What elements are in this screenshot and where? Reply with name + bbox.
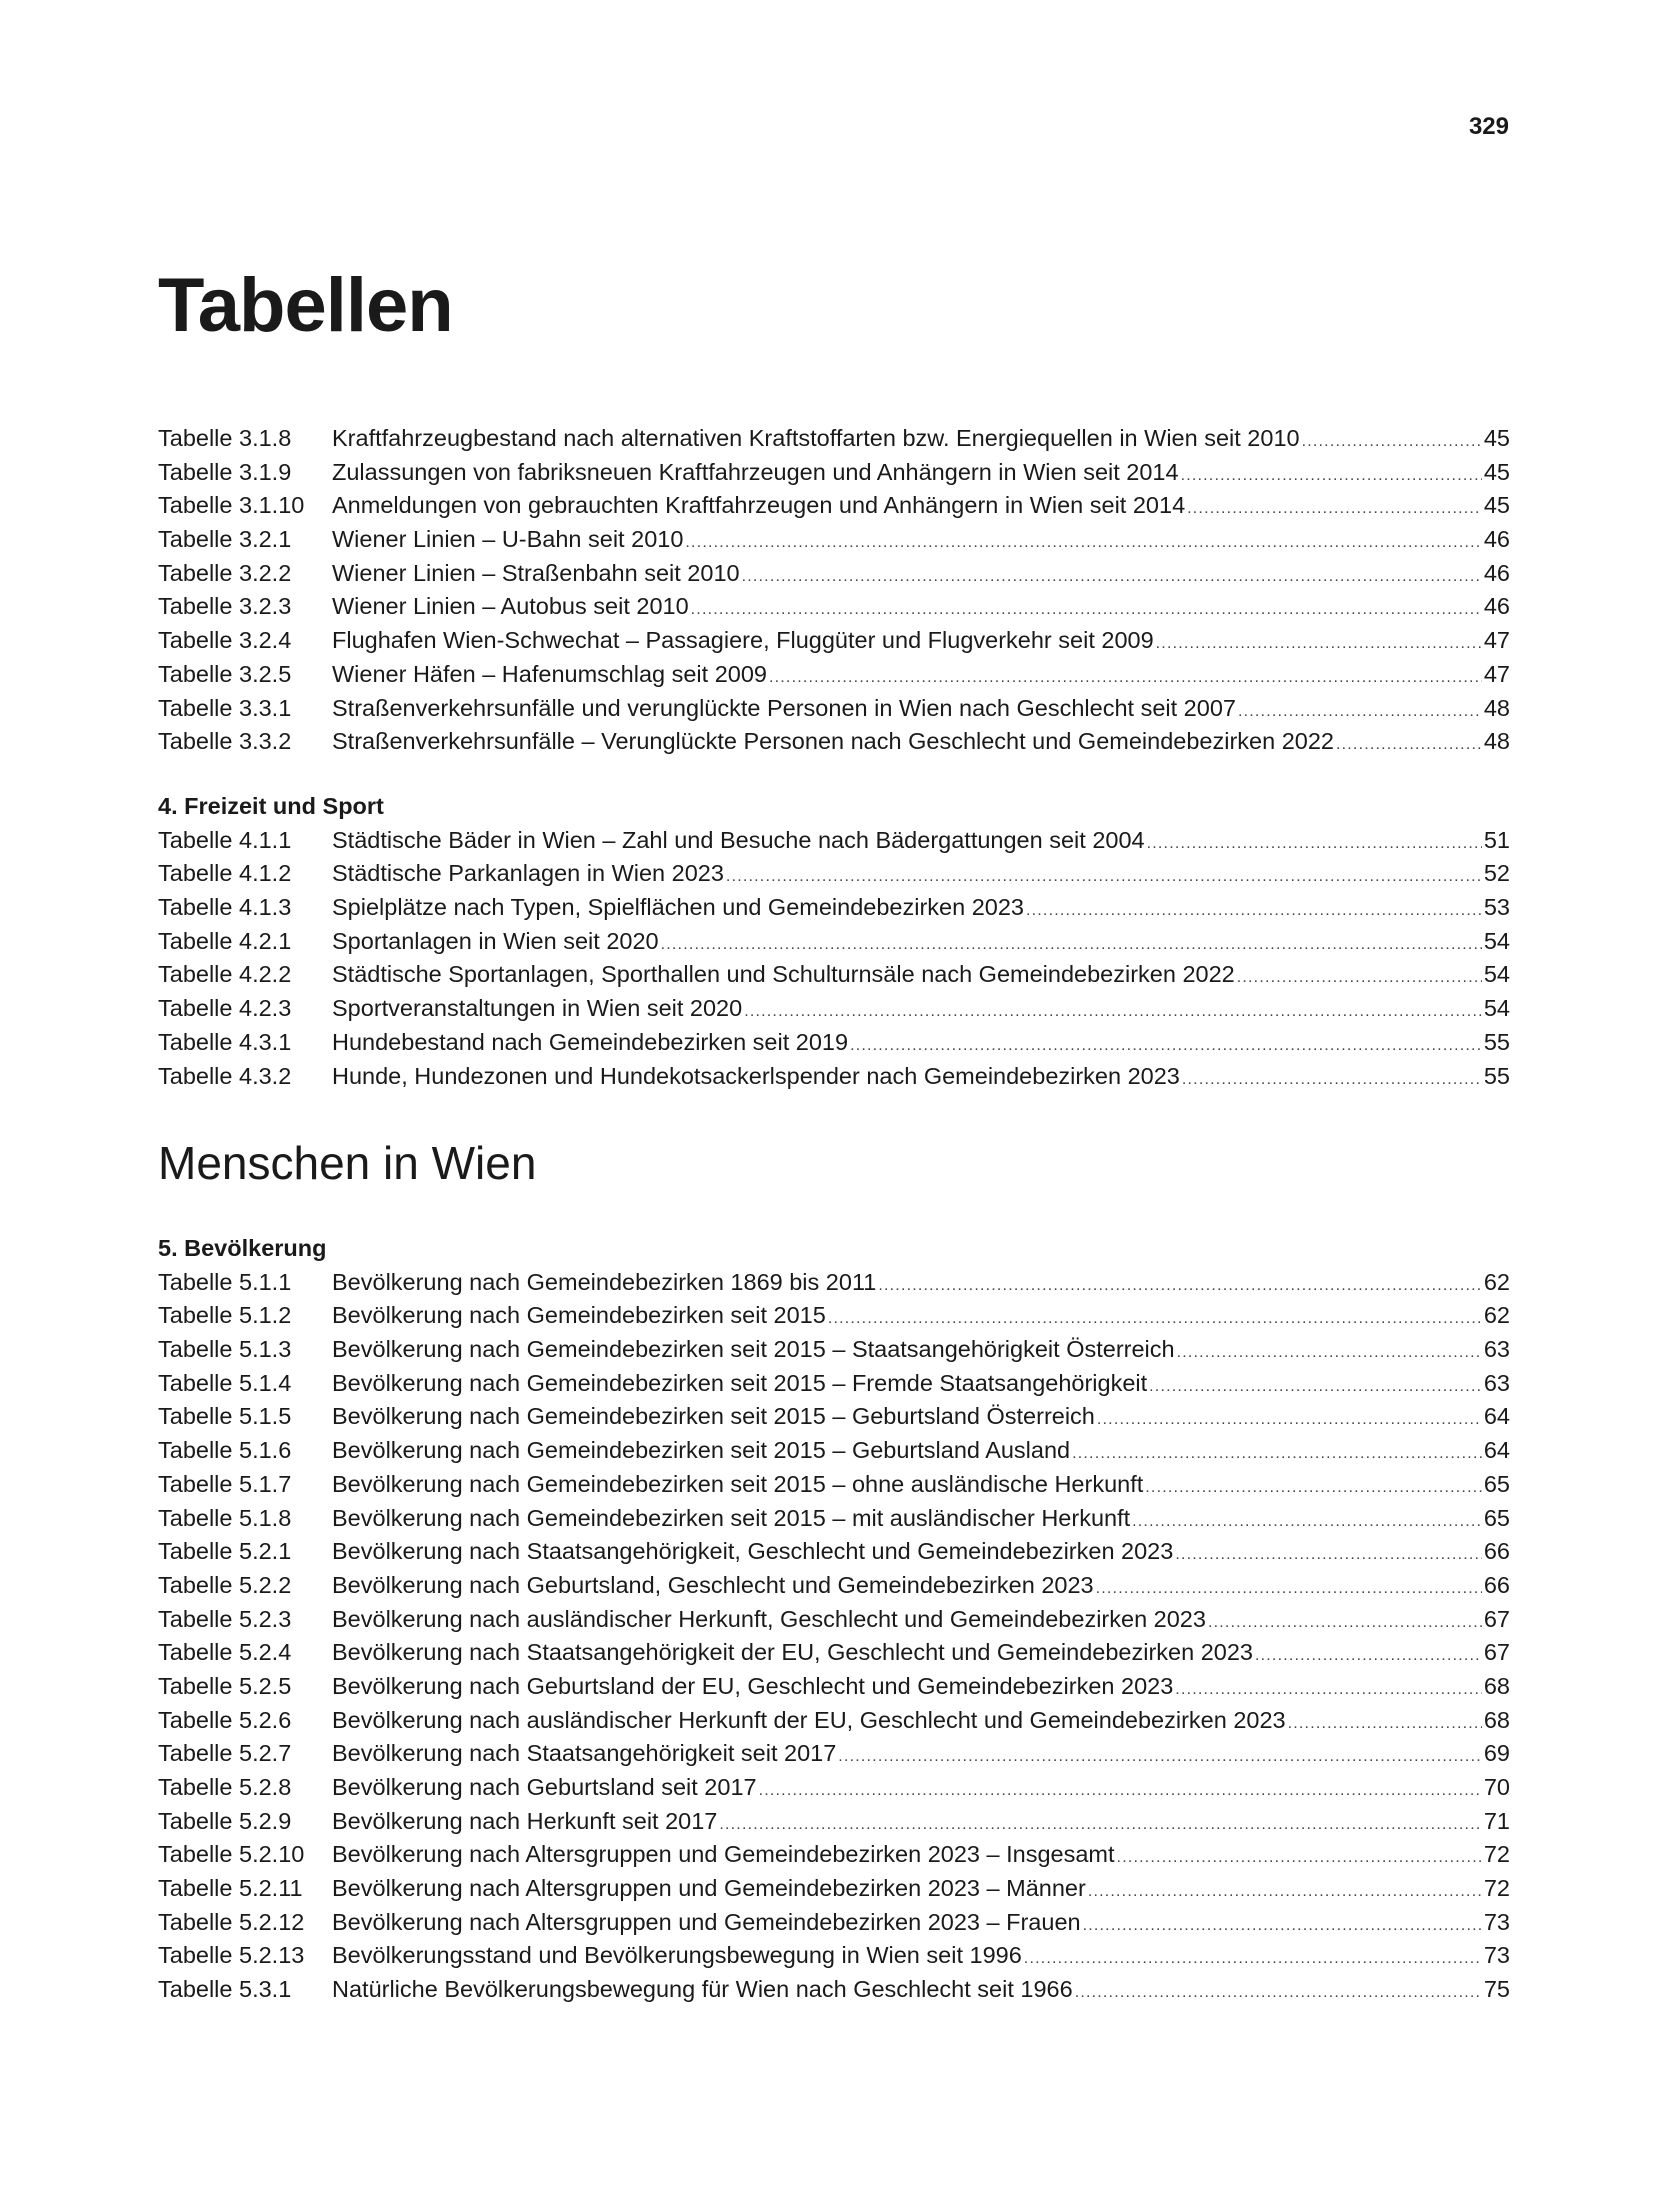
toc-entry[interactable] (158, 489, 1510, 523)
toc-entry-page: 54 (1483, 961, 1510, 988)
dot-leader (1208, 1603, 1482, 1637)
toc-entry-title: Bevölkerung nach Staatsangehörigkeit der EU, Geschlecht und Gemeindebezirken 2023 (332, 1639, 1253, 1666)
toc-entry-number: Tabelle 5.2.11 (158, 1875, 303, 1902)
toc-entry-number: Tabelle 3.2.4 (158, 627, 292, 654)
toc-entry[interactable] (158, 1367, 1510, 1401)
toc-entry-title: Bevölkerung nach Gemeindebezirken seit 2015 – Fremde Staatsangehörigkeit (332, 1369, 1148, 1396)
toc-entry-number: Tabelle 5.2.10 (158, 1841, 305, 1868)
toc-entry-number: Tabelle 4.3.2 (158, 1062, 292, 1089)
toc-entry-number: Tabelle 3.2.5 (158, 660, 292, 687)
toc-entry-title: Bevölkerung nach Gemeindebezirken 1869 bis 2011 (332, 1268, 877, 1295)
toc-entry[interactable] (158, 1400, 1510, 1434)
toc-entry-page: 68 (1483, 1672, 1510, 1699)
toc-entry[interactable] (158, 1569, 1510, 1603)
toc-entry[interactable] (158, 1670, 1510, 1704)
toc-entry-number: Tabelle 3.2.1 (158, 526, 292, 553)
toc-entry[interactable] (158, 692, 1510, 726)
toc-entry-page: 65 (1483, 1470, 1510, 1497)
toc-entry-page: 46 (1483, 593, 1510, 620)
toc-entry-number: Tabelle 5.2.2 (158, 1571, 292, 1598)
toc-entry[interactable] (158, 557, 1510, 591)
dot-leader (769, 658, 1482, 692)
toc-entry-number: Tabelle 3.2.3 (158, 593, 292, 620)
toc-entry[interactable] (158, 1771, 1510, 1805)
toc-entry-page: 71 (1483, 1807, 1510, 1834)
toc-entry-page: 46 (1483, 526, 1510, 553)
toc-entry[interactable] (158, 590, 1510, 624)
toc-entry[interactable] (158, 1603, 1510, 1637)
toc-entry-title: Bevölkerung nach Altersgruppen und Gemeindebezirken 2023 – Frauen (332, 1908, 1081, 1935)
toc-entry-page: 64 (1483, 1403, 1510, 1430)
dot-leader (1096, 1569, 1482, 1603)
toc-entry[interactable] (158, 1973, 1510, 2007)
toc-entry[interactable] (158, 1333, 1510, 1367)
toc-entry-number: Tabelle 3.1.10 (158, 492, 305, 519)
toc-entry-number: Tabelle 5.1.8 (158, 1504, 292, 1531)
toc-entry-page: 72 (1483, 1841, 1510, 1868)
toc-entry-title: Straßenverkehrsunfälle und verunglückte Personen in Wien nach Geschlecht seit 2007 (332, 694, 1236, 721)
dot-leader (726, 857, 1482, 891)
toc-entry-page: 72 (1483, 1875, 1510, 1902)
toc-entry-title: Anmeldungen von gebrauchten Kraftfahrzeugen und Anhängern in Wien seit 2014 (332, 492, 1186, 519)
toc-entry-title: Bevölkerung nach Gemeindebezirken seit 2015 – Staatsangehörigkeit Österreich (332, 1336, 1175, 1363)
toc-entry-title: Wiener Linien – Straßenbahn seit 2010 (332, 559, 740, 586)
dot-leader (1088, 1872, 1482, 1906)
dot-leader (1255, 1636, 1482, 1670)
toc-entry-title: Spielplätze nach Typen, Spielflächen und Gemeindebezirken 2023 (332, 894, 1024, 921)
toc-entry-number: Tabelle 5.1.7 (158, 1470, 292, 1497)
toc-entry-page: 70 (1483, 1774, 1510, 1800)
toc-entry-number: Tabelle 4.1.3 (158, 894, 292, 921)
toc-entry-title: Städtische Parkanlagen in Wien 2023 (332, 860, 724, 887)
toc-entry-number: Tabelle 5.1.6 (158, 1437, 292, 1464)
toc-entry-title: Bevölkerung nach Gemeindebezirken seit 2015 – Geburtsland Österreich (332, 1403, 1095, 1430)
toc-group-transport (158, 422, 1510, 759)
dot-leader (744, 992, 1482, 1026)
toc-entry-page: 53 (1483, 894, 1510, 921)
dot-leader (1117, 1838, 1482, 1872)
toc-entry-title: Bevölkerung nach Geburtsland, Geschlecht und Gemeindebezirken 2023 (332, 1571, 1094, 1598)
toc-entry-title: Bevölkerung nach Gemeindebezirken seit 2015 – ohne ausländische Herkunft (332, 1470, 1144, 1497)
toc-entry[interactable] (158, 725, 1510, 759)
toc-entry[interactable] (158, 1805, 1510, 1839)
toc-entry-title: Hunde, Hundezonen und Hundekotsackerlspender nach Gemeindebezirken 2023 (332, 1062, 1180, 1089)
toc-entry-page: 67 (1483, 1605, 1510, 1632)
dot-leader (1026, 891, 1482, 925)
toc-entry-number: Tabelle 5.2.1 (158, 1538, 292, 1565)
dot-leader (828, 1299, 1482, 1333)
toc-entry-number: Tabelle 4.2.2 (158, 961, 292, 988)
toc-entry-number: Tabelle 5.1.3 (158, 1336, 292, 1363)
toc-entry[interactable] (158, 925, 1510, 959)
toc-entry-title: Bevölkerung nach Geburtsland seit 2017 (332, 1774, 757, 1800)
toc-entry[interactable] (158, 1704, 1510, 1738)
toc-entry-number: Tabelle 5.2.8 (158, 1774, 292, 1800)
dot-leader (661, 925, 1482, 959)
toc-entry[interactable] (158, 992, 1510, 1026)
toc-entry-number: Tabelle 5.2.12 (158, 1908, 305, 1935)
toc-entry-page: 55 (1483, 1062, 1510, 1089)
toc-entry-number: Tabelle 3.2.2 (158, 559, 292, 586)
toc-entry-title: Bevölkerung nach Gemeindebezirken seit 2015 (332, 1302, 826, 1329)
toc-entry-page: 62 (1483, 1268, 1510, 1295)
dot-leader (1024, 1939, 1482, 1973)
toc-entry-number: Tabelle 4.1.2 (158, 860, 292, 887)
toc-entry-page: 69 (1483, 1740, 1510, 1767)
toc-entry-page: 45 (1483, 492, 1510, 519)
toc-entry-number: Tabelle 4.2.3 (158, 995, 292, 1022)
toc-entry-title: Wiener Linien – U-Bahn seit 2010 (332, 526, 684, 553)
toc-entry-title: Flughafen Wien-Schwechat – Passagiere, Fluggüter und Flugverkehr seit 2009 (332, 627, 1154, 654)
toc-entry-page: 73 (1483, 1942, 1510, 1969)
dot-leader (1175, 1535, 1482, 1569)
toc-entry-title: Bevölkerung nach ausländischer Herkunft der EU, Geschlecht und Gemeindebezirken 2023 (332, 1706, 1286, 1733)
toc-entry-title: Bevölkerung nach Gemeindebezirken seit 2015 – mit ausländischer Herkunft (332, 1504, 1131, 1531)
dot-leader (1238, 692, 1482, 726)
dot-leader (1072, 1434, 1482, 1468)
toc-entry-page: 63 (1483, 1336, 1510, 1363)
toc-entry-page: 55 (1483, 1028, 1510, 1055)
toc-entry[interactable] (158, 456, 1510, 490)
toc-entry-title: Bevölkerung nach Staatsangehörigkeit seit 2017 (332, 1740, 837, 1767)
toc-entry-page: 63 (1483, 1369, 1510, 1396)
toc-entry-number: Tabelle 3.3.2 (158, 728, 292, 755)
toc-entry-page: 48 (1483, 694, 1510, 721)
toc-entry-number: Tabelle 5.1.2 (158, 1302, 292, 1329)
dot-leader (685, 523, 1481, 557)
toc-entry-number: Tabelle 5.1.5 (158, 1403, 292, 1430)
toc-entry-title: Bevölkerung nach Staatsangehörigkeit, Geschlecht und Gemeindebezirken 2023 (332, 1538, 1174, 1565)
toc-entry-title: Bevölkerung nach Altersgruppen und Gemeindebezirken 2023 – Männer (332, 1875, 1086, 1902)
toc-entry-page: 73 (1483, 1908, 1510, 1935)
toc-entry-page: 47 (1483, 627, 1510, 654)
toc-entry-page: 45 (1483, 425, 1510, 451)
toc-entry-page: 66 (1483, 1538, 1510, 1565)
toc-entry[interactable] (158, 1026, 1510, 1060)
toc-entry[interactable] (158, 624, 1510, 658)
toc-entry-number: Tabelle 5.2.13 (158, 1942, 305, 1969)
toc-entry-title: Bevölkerung nach ausländischer Herkunft, Geschlecht und Gemeindebezirken 2023 (332, 1605, 1206, 1632)
section-heading: 4. Freizeit und Sport (158, 793, 384, 819)
toc-entry-title: Bevölkerung nach Herkunft seit 2017 (332, 1807, 718, 1834)
dot-leader (838, 1737, 1482, 1771)
toc-entry-number: Tabelle 4.2.1 (158, 927, 292, 954)
toc-entry-page: 54 (1483, 927, 1510, 954)
toc-entry-title: Kraftfahrzeugbestand nach alternativen Kraftstoffarten bzw. Energiequellen in Wien seit 2010 (332, 425, 1300, 451)
toc-entry[interactable] (158, 1434, 1510, 1468)
dot-leader (1147, 824, 1482, 858)
toc-entry-page: 54 (1483, 995, 1510, 1022)
toc-entry-number: Tabelle 5.2.4 (158, 1639, 292, 1666)
dot-leader (1177, 1333, 1482, 1367)
toc-entry-number: Tabelle 5.2.9 (158, 1807, 292, 1834)
toc-entry-title: Städtische Bäder in Wien – Zahl und Besuche nach Bädergattungen seit 2004 (332, 826, 1145, 853)
toc-section-freizeit (158, 790, 1510, 1093)
toc-entry-title: Wiener Häfen – Hafenumschlag seit 2009 (332, 660, 767, 687)
toc-entry-page: 52 (1483, 860, 1510, 887)
dot-leader (1237, 958, 1482, 992)
toc-entry[interactable] (158, 1939, 1510, 1973)
toc-entry[interactable] (158, 1502, 1510, 1536)
toc-entry[interactable] (158, 1299, 1510, 1333)
toc-entry[interactable] (158, 1872, 1510, 1906)
page-title: Tabellen (158, 263, 453, 348)
toc-entry[interactable] (158, 1838, 1510, 1872)
toc-entry-page: 68 (1483, 1706, 1510, 1733)
toc-entry[interactable] (158, 824, 1510, 858)
toc-entry-number: Tabelle 5.1.4 (158, 1369, 292, 1396)
toc-entry-number: Tabelle 5.2.5 (158, 1672, 292, 1699)
dot-leader (1132, 1502, 1482, 1536)
toc-entry-page: 51 (1483, 826, 1510, 853)
dot-leader (1156, 624, 1482, 658)
toc-entry[interactable] (158, 1468, 1510, 1502)
toc-entry-number: Tabelle 4.1.1 (158, 826, 292, 853)
toc-entry[interactable] (158, 1535, 1510, 1569)
toc-entry[interactable] (158, 857, 1510, 891)
dot-leader (1182, 1060, 1482, 1094)
dot-leader (878, 1266, 1482, 1300)
toc-entry-page: 62 (1483, 1302, 1510, 1329)
toc-entry[interactable] (158, 1636, 1510, 1670)
toc-entry-number: Tabelle 5.3.1 (158, 1976, 292, 2003)
toc-entry-title: Natürliche Bevölkerungsbewegung für Wien nach Geschlecht seit 1966 (332, 1976, 1073, 2003)
toc-entry-title: Sportveranstaltungen in Wien seit 2020 (332, 995, 743, 1022)
dot-leader (1083, 1906, 1482, 1940)
dot-leader (691, 590, 1482, 624)
toc-entry-page: 48 (1483, 728, 1510, 755)
toc-entry-title: Straßenverkehrsunfälle – Verunglückte Personen nach Geschlecht und Gemeindebezirken 2022 (332, 728, 1334, 755)
toc-entry-title: Städtische Sportanlagen, Sporthallen und Schulturnsäle nach Gemeindebezirken 2022 (332, 961, 1235, 988)
toc-entry-title: Bevölkerungsstand und Bevölkerungsbewegung in Wien seit 1996 (332, 1942, 1022, 1969)
toc-entry-page: 64 (1483, 1437, 1510, 1464)
toc-entry-number: Tabelle 3.3.1 (158, 694, 292, 721)
toc-entry[interactable] (158, 1266, 1510, 1300)
toc-entry-title: Bevölkerung nach Altersgruppen und Gemeindebezirken 2023 – Insgesamt (332, 1841, 1115, 1868)
toc-entry-title: Bevölkerung nach Geburtsland der EU, Geschlecht und Gemeindebezirken 2023 (332, 1672, 1174, 1699)
chapter-heading: Menschen in Wien (158, 1137, 537, 1189)
toc-entry[interactable] (158, 658, 1510, 692)
section-heading: 5. Bevölkerung (158, 1235, 327, 1261)
toc-entry-number: Tabelle 5.2.6 (158, 1706, 292, 1733)
toc-entry[interactable] (158, 523, 1510, 557)
toc-entry-page: 46 (1483, 559, 1510, 586)
toc-entry[interactable] (158, 422, 1510, 456)
toc-entry-number: Tabelle 3.1.9 (158, 458, 292, 485)
toc-entry-title: Hundebestand nach Gemeindebezirken seit 2019 (332, 1028, 849, 1055)
toc-entry-number: Tabelle 5.1.1 (158, 1268, 292, 1295)
toc-entry-number: Tabelle 5.2.7 (158, 1740, 292, 1767)
dot-leader (1181, 456, 1482, 490)
toc-entry[interactable] (158, 1906, 1510, 1940)
toc-entry-number: Tabelle 5.2.3 (158, 1605, 292, 1632)
dot-leader (1187, 489, 1482, 523)
dot-leader (1175, 1670, 1482, 1704)
toc-entry-page: 45 (1483, 458, 1510, 485)
dot-leader (1145, 1468, 1482, 1502)
toc-entry-page: 75 (1483, 1976, 1510, 2003)
dot-leader (1336, 725, 1482, 759)
dot-leader (1149, 1367, 1482, 1401)
dot-leader (1302, 422, 1482, 456)
toc-entry-page: 47 (1483, 660, 1510, 687)
dot-leader (1097, 1400, 1482, 1434)
dot-leader (759, 1771, 1482, 1805)
toc-entry[interactable] (158, 958, 1510, 992)
toc-entry-title: Wiener Linien – Autobus seit 2010 (332, 593, 689, 620)
toc-entry-title: Zulassungen von fabriksneuen Kraftfahrzeugen und Anhängern in Wien seit 2014 (332, 458, 1179, 485)
toc-entry-title: Bevölkerung nach Gemeindebezirken seit 2015 – Geburtsland Ausland (332, 1437, 1071, 1464)
dot-leader (850, 1026, 1482, 1060)
toc-entry-number: Tabelle 4.3.1 (158, 1028, 292, 1055)
toc-entry-title: Sportanlagen in Wien seit 2020 (332, 927, 659, 954)
page-number: 329 (1468, 113, 1509, 140)
toc-entry-page: 65 (1483, 1504, 1510, 1531)
dot-leader (742, 557, 1482, 591)
toc-entry[interactable] (158, 891, 1510, 925)
dot-leader (1288, 1704, 1482, 1738)
toc-entry[interactable] (158, 1060, 1510, 1094)
dot-leader (719, 1805, 1481, 1839)
toc-entry-page: 67 (1483, 1639, 1510, 1666)
toc-entry-page: 66 (1483, 1571, 1510, 1598)
toc-entry[interactable] (158, 1737, 1510, 1771)
dot-leader (1075, 1973, 1482, 2007)
toc-entry-number: Tabelle 3.1.8 (158, 425, 292, 451)
toc-section-bevoelkerung (158, 1232, 1510, 2007)
